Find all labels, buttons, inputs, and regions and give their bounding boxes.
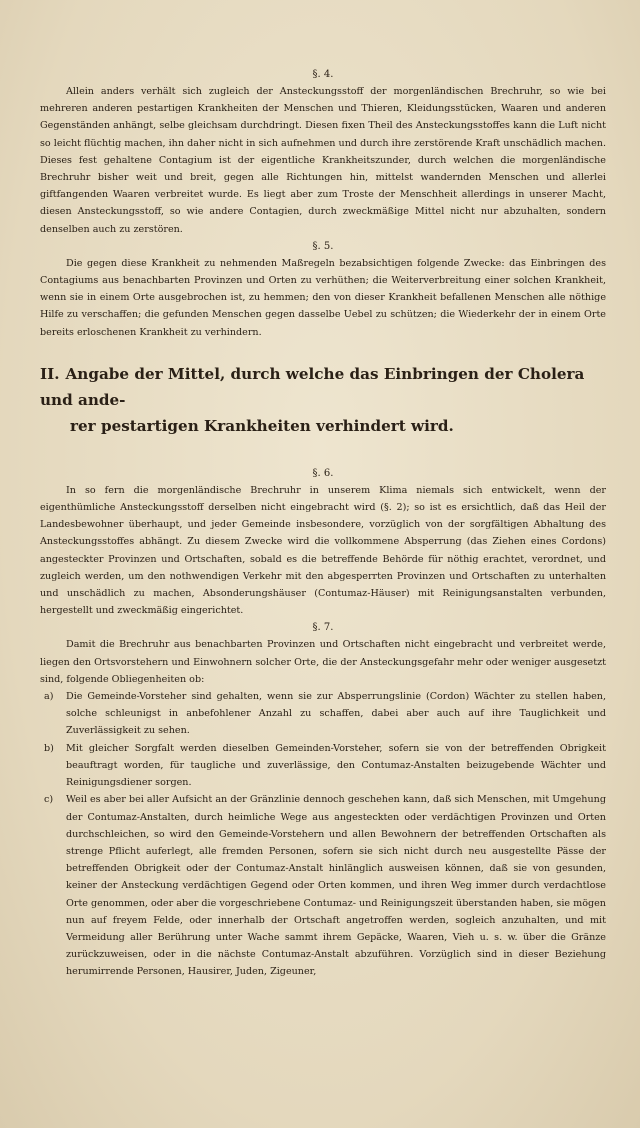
list-item-marker: c) xyxy=(44,794,54,806)
chapter-heading-line-1: Angabe der Mittel, durch welche das Einbringen der Cholera und ande- xyxy=(40,364,585,409)
list-item xyxy=(40,688,606,740)
chapter-heading-line-2: rer pestartigen Krankheiten verhindert wird. xyxy=(70,416,454,435)
section-5-paragraph: Die gegen diese Krankheit zu nehmenden Maßregeln bezabsichtigen folgende Zwecke: das Einbringen des Contagiums aus benachbarten Provinzen und Orten zu verhüthen; die Weiterverbreitung einer solchen Krankheit, wenn sie in einem Orte ausgebrochen ist, zu hemmen; den von dieser Krankheit befallenen Menschen alle nöthige Hilfe zu verschaffen; die gefunden Menschen gegen dasselbe Uebel zu schützen; die Wiederkehr der in einem Orte bereits erloschenen Krankheit zu verhindern. xyxy=(40,257,606,338)
list-item-text: Weil es aber bei aller Aufsicht an der Gränzlinie dennoch geschehen kann, daß sich Menschen, mit Umgehung der Contumaz-Anstalten, durch heimliche Wege aus angesteckten oder verdächtigen Provinzen und Orten durchschleichen, so wird den Gemeinde-Vorstehern und allen Bewohnern der betreffenden Ortschaften als strenge Pflicht auferlegt, alle fremden Personen, sofern sie sich nicht durch neu ausgestellte Pässe der betreffenden Obrigkeit oder der Contumaz-Anstalt hinlänglich ausweisen können, daß sie von gesunden, keiner der Ansteckung verdächtigen Gegend oder Orten kommen, und ihren Weg immer durch verdachtlose Orte genommen, oder aber die vorgeschriebene Contumaz- und Reinigungszeit überstanden haben, sie mögen nun auf freyem Felde, oder innerhalb der Ortschaft angetroffen werden, sogleich anzuhalten, und mit Vermeidung aller Berührung unter Wache sammt ihrem Gepäcke, Waaren, Vieh u. s. w. über die Gränze zurückzuweisen, oder in die nächste Contumaz-Anstalt abzuführen. Vorzüglich sind in dieser Beziehung herumirrende Personen, Hausirer, Juden, Zigeuner, xyxy=(66,794,606,978)
chapter-heading xyxy=(40,361,606,439)
obligations-list xyxy=(40,688,606,980)
section-6-paragraph: In so fern die morgenländische Brechruhr in unserem Klima niemals sich entwickelt, wenn der eigenthümliche Ansteckungsstoff derselben nicht eingebracht wird (§. 2); so ist es ersichtlich, daß das Heil der Landesbewohner überhaupt, und jeder Gemeinde insbesondere, vorzüglich von der sorgfältigen Abhaltung des Ansteckungsstoffes abhängt. Zu diesem Zwecke wird die vollkommene Absperrung (das Ziehen eines Cordons) angesteckter Provinzen und Ortschaften, sobald es die betreffende Behörde für nöthig erachtet, verordnet, und zugleich werden, um den nothwendigen Verkehr mit den abgesperrten Provinzen und Ortschaften zu unterhalten und unschädlich zu machen, Absonderungshäuser (Contumaz-Häuser) mit Reinigungsanstalten verbunden, hergestellt und zweckmäßig eingerichtet. xyxy=(40,484,606,617)
list-item-text: Die Gemeinde-Vorsteher sind gehalten, wenn sie zur Absperrungslinie (Cordon) Wächter zu stellen haben, solche schleunigst in anbefohlener Anzahl zu schaffen, dabei aber auch auf ihre Tauglichkeit und Zuverlässigkeit zu sehen. xyxy=(66,691,606,737)
list-item xyxy=(40,740,606,792)
section-4-paragraph: Allein anders verhält sich zugleich der Ansteckungsstoff der morgenländischen Brechruhr, so wie bei mehreren anderen pestartigen Krankheiten der Menschen und Thieren, Kleidungsstücken, Waaren und anderen Gegenständen anhängt, selbe gleichsam durchdringt. Diesen fixen Theil des Ansteckungsstoffes kann die Luft nicht so leicht flüchtig machen, ihn daher nicht in sich aufnehmen und durch ihre zerstörende Kraft unschädlich machen. Dieses fest gehaltene Contagium ist der eigentliche Krankheitszunder, durch welchen die morgenländische Brechruhr bisher weit und breit, gegen alle Richtungen hin, mittelst wandernden Menschen und allerlei giftfangenden Waaren verbreitet wurde. Es liegt aber zum Troste der Menschheit allerdings in unserer Macht, diesen Ansteckungsstoff, so wie andere Contagien, durch zweckmäßige Mittel nicht nur abzuhalten, sondern denselben auch zu zerstören. xyxy=(40,86,606,235)
section-number-5: §. 5. xyxy=(312,240,334,252)
chapter-number: II. xyxy=(40,364,60,383)
list-item-marker: a) xyxy=(44,691,54,703)
list-item-text: Mit gleicher Sorgfalt werden dieselben Gemeinden-Vorsteher, sofern sie von der betreffenden Obrigkeit beauftragt worden, für taugliche und zuverlässige, den Contumaz-Anstalten beizugebende Wächter und Reinigungsdiener sorgen. xyxy=(66,742,606,789)
section-number-6: §. 6. xyxy=(312,467,334,479)
section-number-4: §. 4. xyxy=(312,69,334,80)
section-7-intro: Damit die Brechruhr aus benachbarten Provinzen und Ortschaften nicht eingebracht und verbreitet werde, liegen den Ortsvorstehern und Einwohnern solcher Orte, die der Ansteckungsgefahr mehr oder weniger ausgesetzt sind, folgende Obliegenheiten ob: xyxy=(40,639,606,685)
list-item xyxy=(40,791,606,980)
section-number-7: §. 7. xyxy=(312,622,334,634)
list-item-marker: b) xyxy=(44,742,54,754)
